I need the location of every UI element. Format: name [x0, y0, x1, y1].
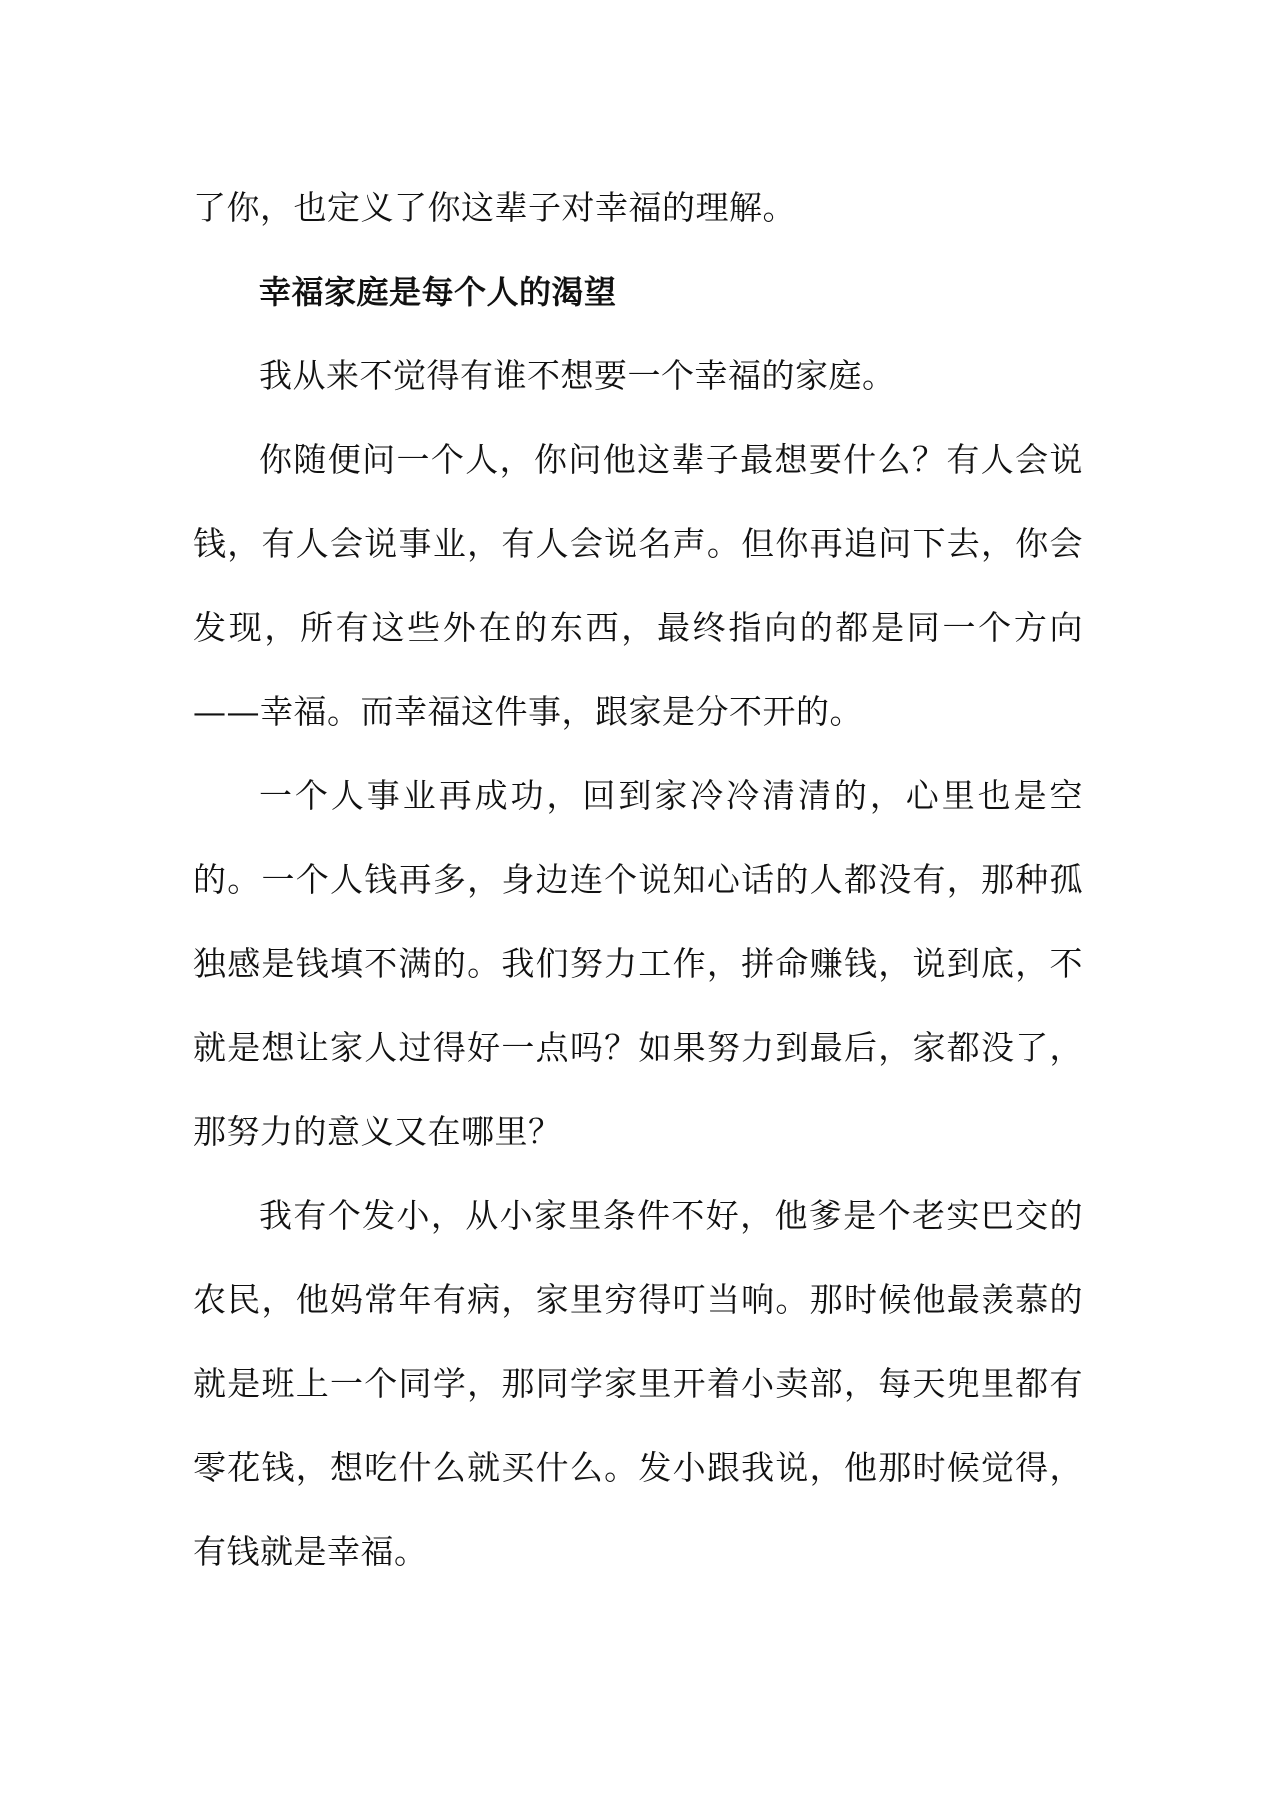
- paragraph: 我有个发小，从小家里条件不好，他爹是个老实巴交的农民，他妈常年有病，家里穷得叮当响。那时候他最羡慕的就是班上一个同学，那同学家里开着小卖部，每天兜里都有零花钱，想吃什么就买什么。发小跟我说，他那时候觉得，有钱就是幸福。: [193, 1196, 1083, 1571]
- document-body: [193, 166, 1083, 1594]
- paragraph: 你随便问一个人，你问他这辈子最想要什么？有人会说钱，有人会说事业，有人会说名声。但你再追问下去，你会发现，所有这些外在的东西，最终指向的都是同一个方向——幸福。而幸福这件事，跟家是分不开的。: [193, 440, 1083, 731]
- section-heading: 幸福家庭是每个人的渴望: [259, 273, 617, 311]
- paragraph: 一个人事业再成功，回到家冷冷清清的，心里也是空的。一个人钱再多，身边连个说知心话的人都没有，那种孤独感是钱填不满的。我们努力工作，拼命赚钱，说到底，不就是想让家人过得好一点吗？如果努力到最后，家都没了，那努力的意义又在哪里？: [193, 776, 1083, 1151]
- paragraph-continuation: 了你，也定义了你这辈子对幸福的理解。: [193, 188, 796, 227]
- paragraph: 我从来不觉得有谁不想要一个幸福的家庭。: [259, 356, 896, 395]
